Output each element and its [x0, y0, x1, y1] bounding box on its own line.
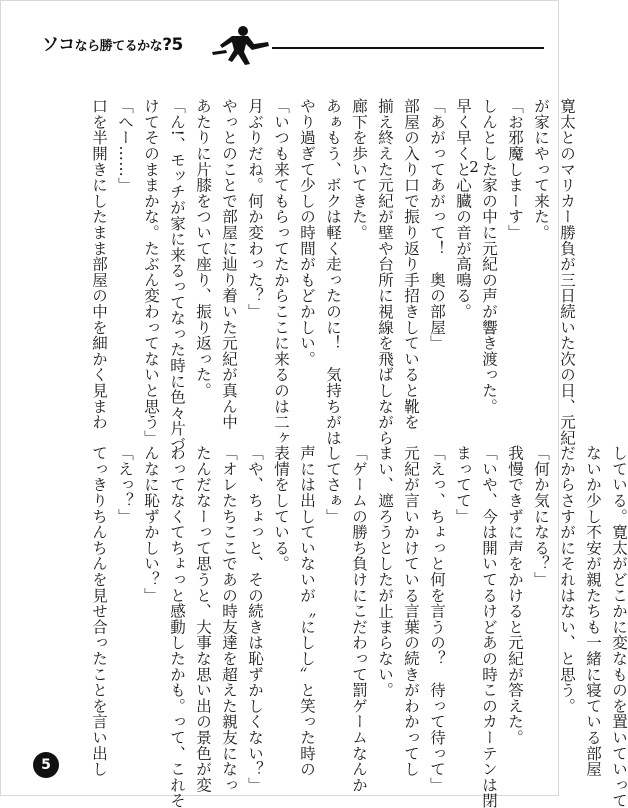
text-line: しんとした家の中に元紀の声が響き渡った。 [480, 98, 498, 414]
header-rule [272, 47, 544, 49]
chapter-number: 2 [469, 158, 479, 176]
text-line: 我慢できずに声をかけると元紀が答えた。 [506, 445, 524, 746]
text-line: やり過ぎて少しの時間がもどかしい。 [298, 98, 316, 367]
running-header-title [42, 30, 183, 55]
text-line: 元紀が言いかけている言葉の続きがわかってし [402, 445, 420, 777]
text-line: だからさすがにそれはない、と思う。 [558, 445, 576, 714]
text-line: てっきりちんちんを見せ合ったことを言い出し [90, 445, 108, 777]
text-line: 寛太とのマリカー勝負が三日続いた次の日、元紀 [558, 98, 576, 446]
text-line: 「何か気になる？」 [532, 445, 550, 588]
text-line: 「いつも来てもらってたからここに来るのは二ヶ [272, 98, 290, 446]
text-line: 早く早くと心臓の音が高鳴る。 [454, 98, 472, 320]
text-line: 「お邪魔しまーす」 [506, 98, 524, 241]
text-line: 部屋の入り口で振り返り手招きしていると靴を [402, 98, 420, 430]
text-line: たんだなーって思うと、大事な思い出の景色が変 [194, 445, 212, 793]
text-line: 廊下を歩いてきた。 [350, 98, 368, 241]
text-line: 表情をしている。 [272, 445, 290, 572]
text-line: 揃え終えた元紀が壁や台所に視線を飛ばしながら [376, 98, 394, 446]
header-title-small: なら勝てるかな [74, 39, 163, 54]
text-line: してさぁ」 [324, 445, 342, 524]
text-line: 「ん!、モッチが家に来るってなった時に色々片づ [168, 98, 186, 453]
text-line: 「へー……」 [116, 98, 134, 193]
text-block-top [80, 98, 600, 453]
text-line: 「ゲームの勝ち負けにこだわって罰ゲームなんか [350, 445, 368, 793]
text-line: 「や、ちょっと、その続きは恥ずかしくない？」 [246, 445, 264, 793]
text-line: 「えっ、ちょっと何を言うの？ 待って待って」 [428, 445, 446, 793]
text-line: まってて」 [454, 445, 472, 524]
text-line: ないか少し不安が親たちも一緒に寝ている部屋 [584, 445, 602, 777]
text-line: やっとのことで部屋に辿り着いた元紀が真ん中 [220, 98, 238, 430]
chapter-spacer-column [574, 98, 600, 408]
text-line: 口を半開きにしたまま部屋の中を細かく見まわ [90, 98, 108, 430]
text-line: まい、遮ろうとしたが止まらない。 [376, 445, 394, 698]
header-title-main: ソコ [42, 35, 75, 55]
kicking-fighter-icon [210, 22, 270, 66]
text-line: 「えっ？」 [116, 445, 134, 524]
text-line: 「オレたちここであの時友達を超えた親友になっ [220, 445, 238, 793]
text-block-bottom [80, 445, 628, 808]
text-line: わってなくてちょっと感動したかも。って、これそ [168, 445, 186, 808]
text-line: が家にやって来た。 [532, 98, 550, 241]
text-line: けてそのままかな。たぶん変わってないと思う」 [142, 98, 160, 446]
text-line: あたりに片膝をついて座り、振り返った。 [194, 98, 212, 399]
text-line: 声には出していないが〝にしし〟と笑った時の [298, 445, 316, 777]
text-line: 月ぶりだね。何か変わった？」 [246, 98, 264, 320]
text-line: んなに恥ずかしい？」 [142, 445, 160, 603]
text-line: している。寛太がどこかに変なものを置いていって [610, 445, 628, 808]
text-line: 「あがってあがって！ 奥の部屋」 [428, 98, 446, 351]
page-number-badge: 5 [33, 752, 59, 778]
header-title-suffix: ?5 [162, 35, 183, 55]
text-line: あぁもう、ボクは軽く走ったのに！ 気持ちがは [324, 98, 342, 446]
text-line: 「いや、今は開いてるけどあの時このカーテンは閉 [480, 445, 498, 808]
